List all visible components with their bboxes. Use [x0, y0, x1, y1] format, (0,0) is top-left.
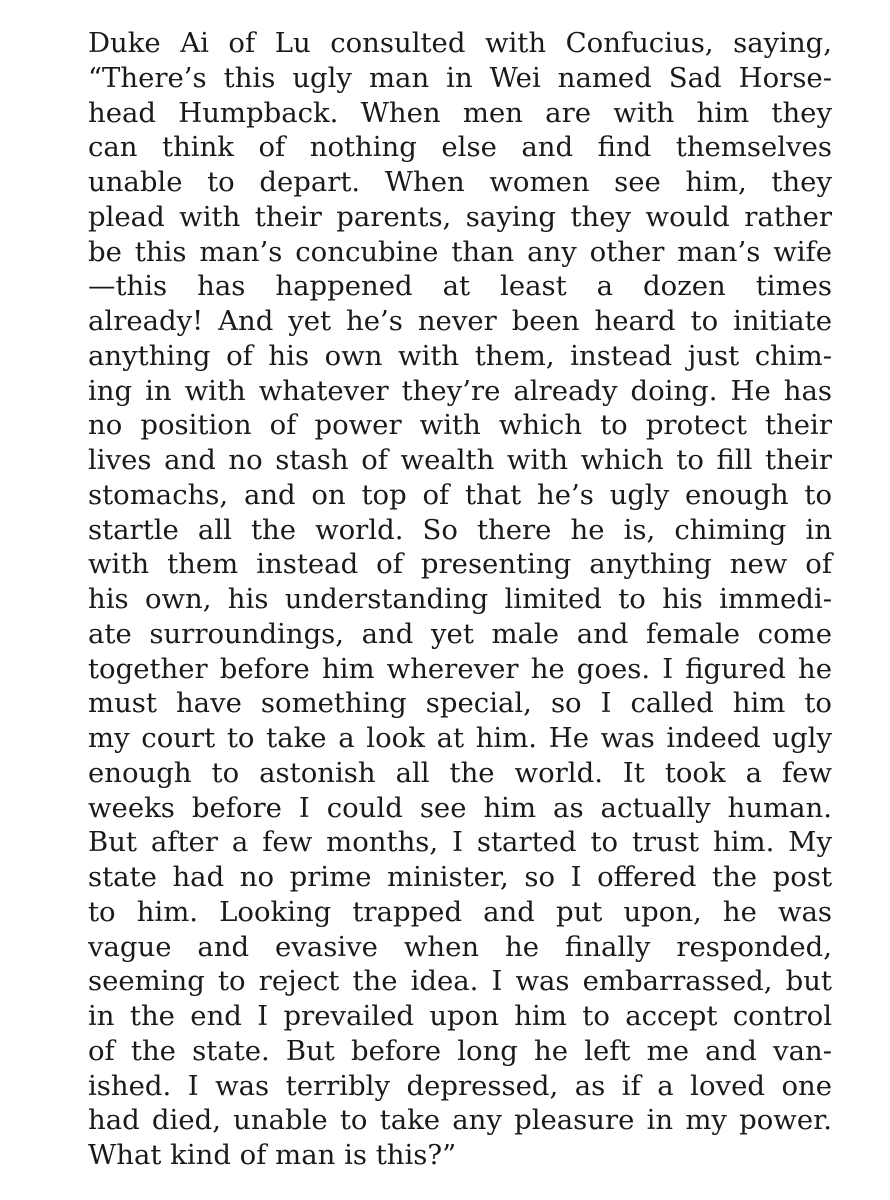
text-line: had died, unable to take any pleasure in my power.: [88, 1104, 832, 1137]
text-line: my court to take a look at him. He was indeed ugly: [88, 722, 832, 754]
text-line: “There’s this ugly man in Wei named Sad Horse-: [88, 61, 832, 94]
text-line: —this has happened at least a dozen times: [88, 270, 832, 303]
text-line: lives and no stash of wealth with which to fill their: [88, 444, 832, 476]
text-line: ate surroundings, and yet male and female come: [88, 617, 832, 650]
text-line: his own, his understanding limited to his immedi-: [88, 583, 832, 615]
text-line: already! And yet he’s never been heard to initiate: [88, 305, 832, 337]
text-line: ing in with whatever they’re already doing. He has: [88, 374, 832, 407]
text-line: must have something special, so I called him to: [88, 687, 832, 720]
text-line: seeming to reject the idea. I was embarrassed, but: [88, 965, 832, 998]
text-line: state had no prime minister, so I offered the post: [88, 861, 832, 893]
text-line: together before him wherever he goes. I figured he: [88, 652, 832, 685]
text-line: unable to depart. When women see him, they: [88, 166, 832, 198]
text-line: startle all the world. So there he is, chiming in: [88, 513, 832, 546]
text-line: Duke Ai of Lu consulted with Confucius, saying,: [88, 27, 832, 59]
book-page-text: [88, 26, 832, 1173]
text-line: no position of power with which to protect their: [88, 409, 832, 442]
text-line: to him. Looking trapped and put upon, he was: [88, 895, 832, 928]
text-line: But after a few months, I started to trust him. My: [88, 826, 832, 859]
text-line: vague and evasive when he finally responded,: [88, 930, 832, 963]
text-line: in the end I prevailed upon him to accept control: [88, 1000, 832, 1032]
text-line: ished. I was terribly depressed, as if a loved one: [88, 1069, 832, 1102]
text-line-last: What kind of man is this?”: [88, 1139, 457, 1171]
text-line: stomachs, and on top of that he’s ugly enough to: [88, 478, 832, 511]
text-line: with them instead of presenting anything new of: [88, 548, 832, 581]
text-line: plead with their parents, saying they would rather: [88, 200, 832, 233]
text-line: can think of nothing else and find themselves: [88, 131, 832, 164]
text-line: head Humpback. When men are with him they: [88, 96, 832, 129]
text-line: weeks before I could see him as actually human.: [88, 791, 832, 824]
text-line: anything of his own with them, instead just chim-: [88, 339, 832, 372]
text-line: be this man’s concubine than any other man’s wife: [88, 235, 832, 268]
text-line: of the state. But before long he left me and van-: [88, 1034, 832, 1067]
text-line: enough to astonish all the world. It took a few: [88, 756, 832, 789]
